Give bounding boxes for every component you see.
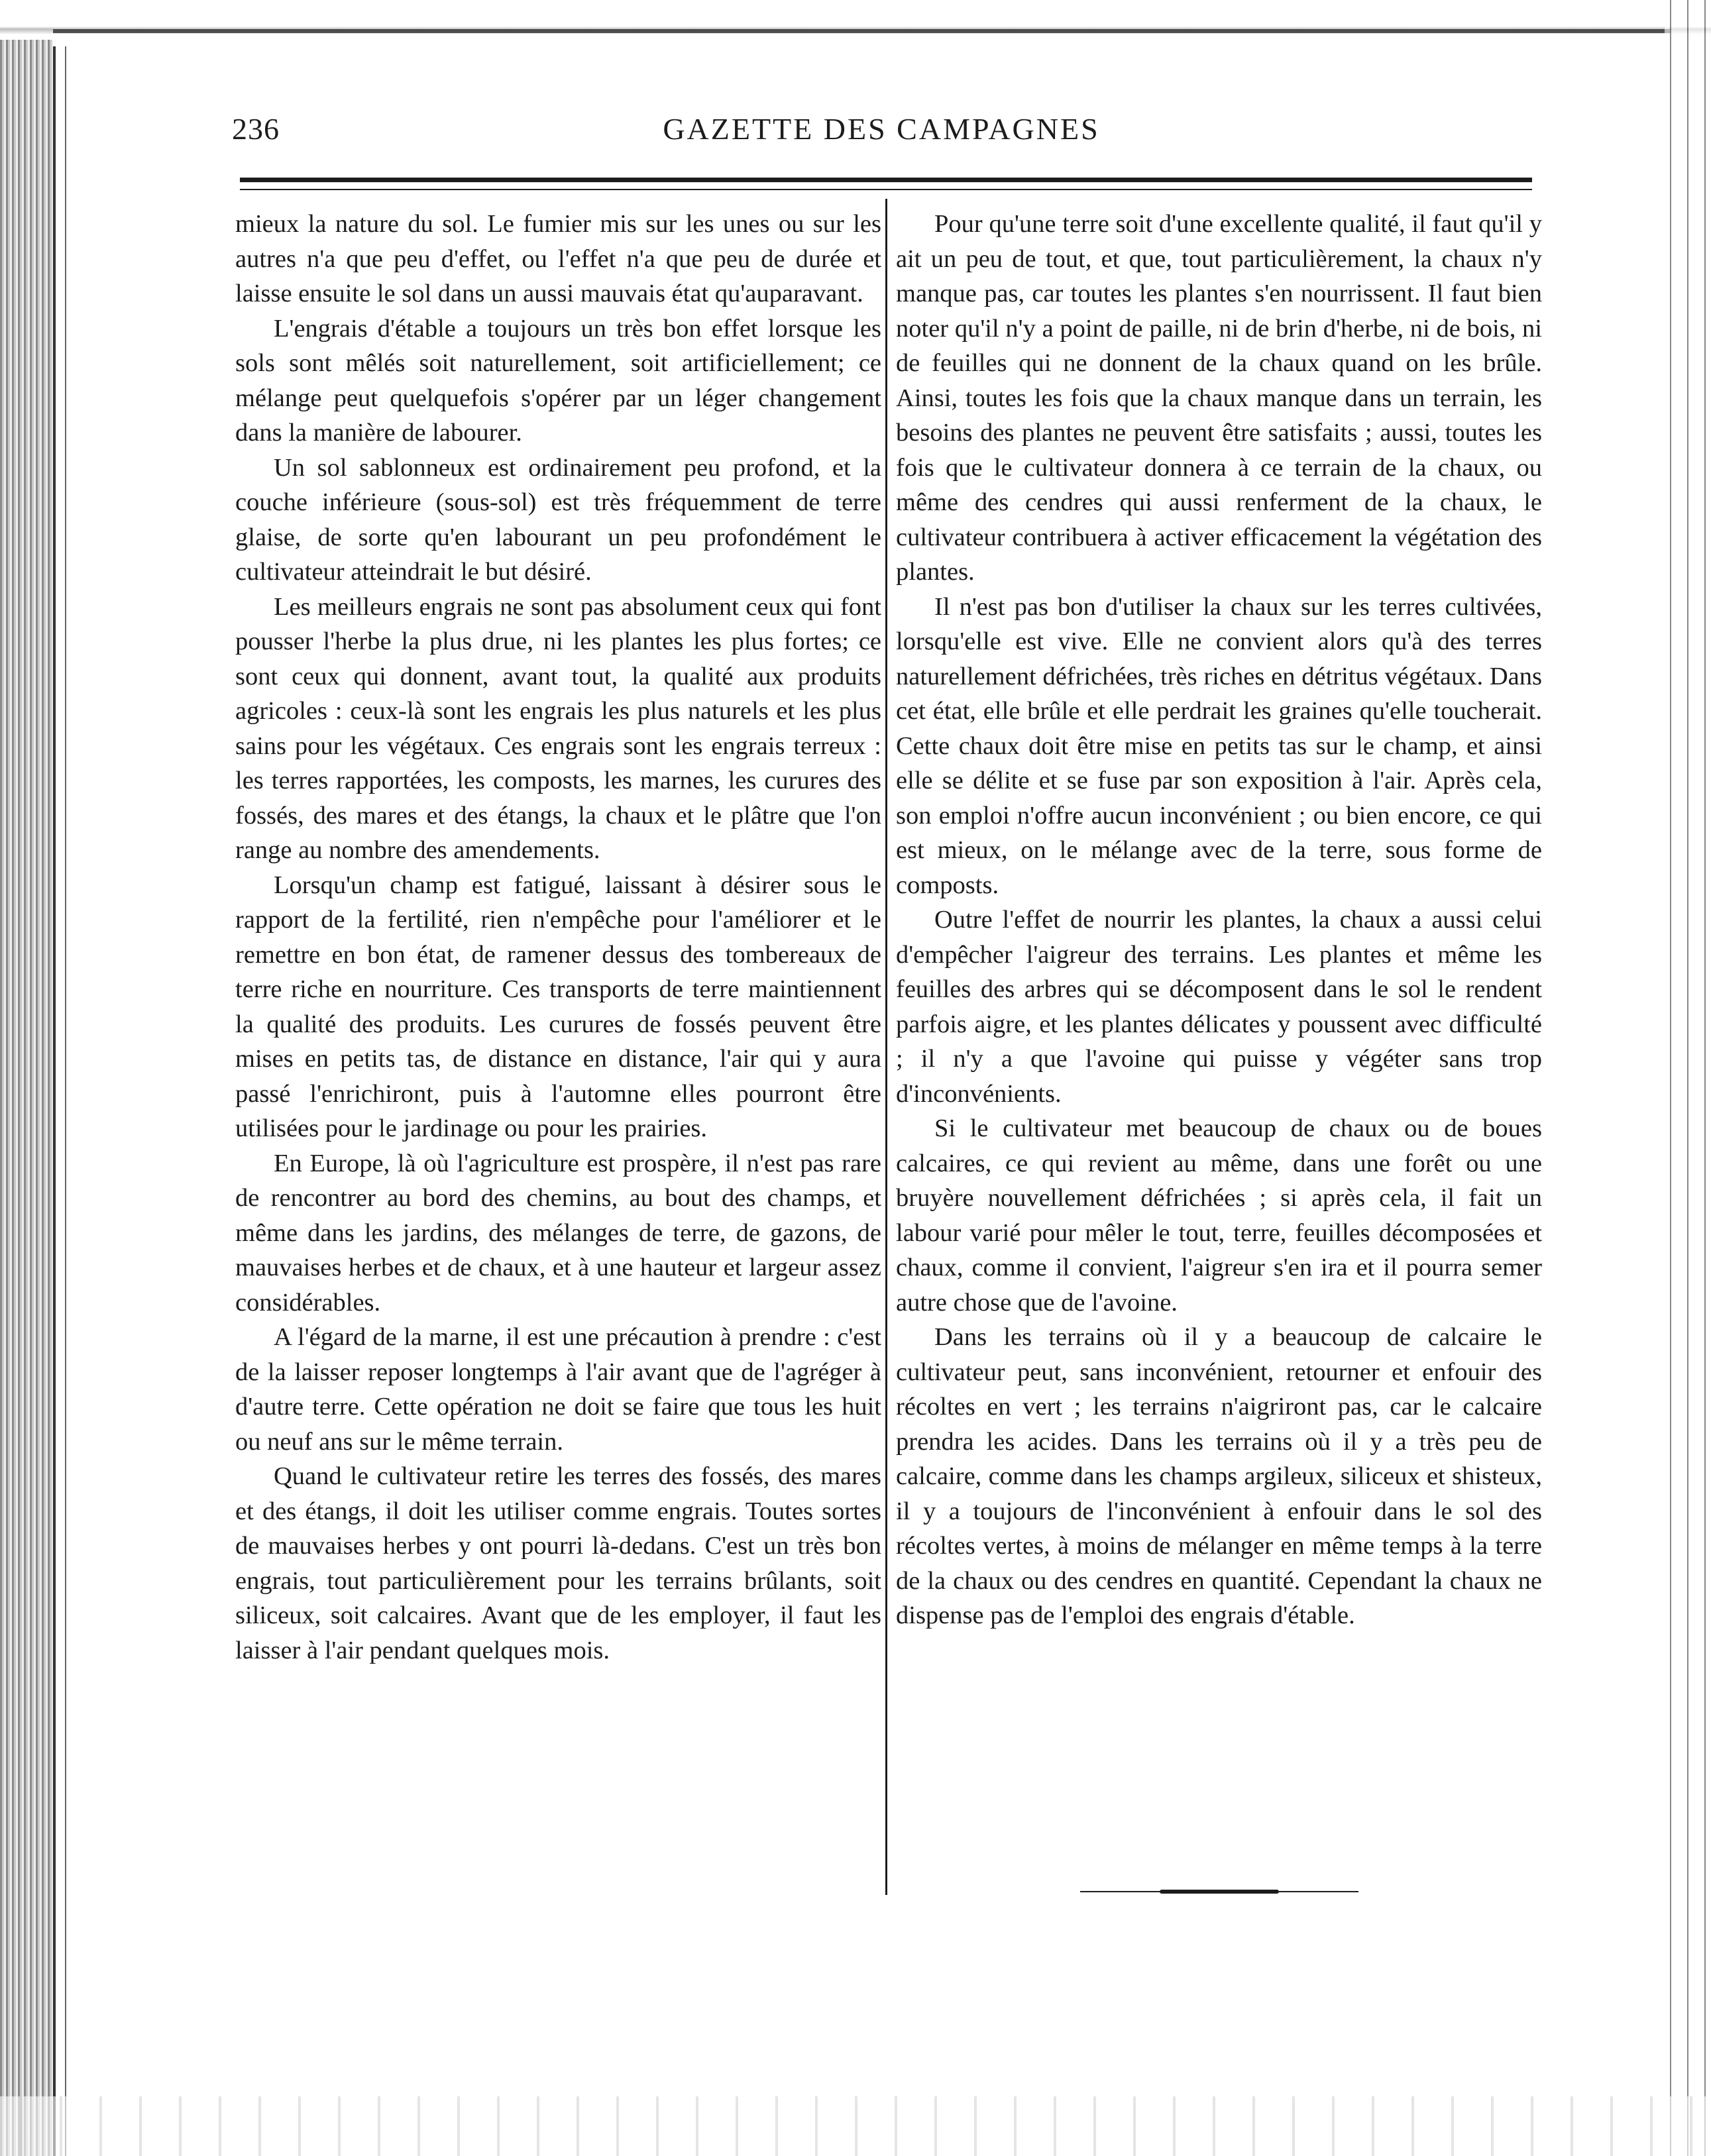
paragraph: Pour qu'une terre soit d'une excellente qualité, il faut qu'il y ait un peu de tout, et que, tout particulièrement, la chaux n'y manque pas, car toutes les plantes s'en nourrissent. Il faut bien noter qu'il n'y a point de paille, ni de brin d'herbe, ni de bois, ni de feuilles qui ne donnent de la chaux quand on les brûle. Ainsi, toutes les fois que la chaux manque dans un terrain, les besoins des plantes ne peuvent être satisfaits ; aussi, toutes les fois que le cultivateur donnera à ce terrain de la chaux, ou même des cendres qui aussi renferment de la chaux, le cultivateur contribuera à activer efficacement la végétation des plantes. (896, 210, 1542, 586)
scan-border-left-line (53, 46, 66, 2156)
paragraph: Si le cultivateur met beaucoup de chaux ou de boues calcaires, ce qui revient au même, dans une forêt ou une bruyère nouvellement défrichées ; si après cela, il fait un labour varié pour mêler le tout, terre, feuilles décomposées et chaux, comme il convient, l'aigreur s'en ira et il pourra semer autre chose que de l'avoine. (896, 1114, 1542, 1317)
paragraph: L'engrais d'étable a toujours un très bon effet lorsque les sols sont mêlés soit naturellement, soit artificiellement; ce mélange peut quelquefois s'opérer par un léger changement dans la manière de labourer. (235, 314, 881, 447)
paragraph: A l'égard de la marne, il est une précaution à prendre : c'est de la laisser reposer longtemps à l'air avant que de l'agréger à d'autre terre. Cette opération ne doit se faire que tous les huit ou neuf ans sur le même terrain. (235, 1323, 881, 1456)
header-rule (240, 178, 1532, 190)
scan-border-right (1665, 0, 1711, 2156)
scan-border-top (0, 0, 1711, 48)
page-header (232, 111, 1531, 158)
paragraph: Outre l'effet de nourrir les plantes, la chaux a aussi celui d'empêcher l'aigreur des terrains. Les plantes et même les feuilles des arbres qui se décomposent dans le sol le rendent parfois aigre, et les plantes délicates y poussent avec difficulté ; il n'y a que l'avoine qui puisse y végéter sans trop d'inconvénients. (896, 906, 1542, 1108)
end-ornament-bar (1160, 1890, 1279, 1894)
paragraph: Quand le cultivateur retire les terres des fossés, des mares et des étangs, il doit les utiliser comme engrais. Toutes sortes de mauvaises herbes y ont pourri là-dedans. C'est un très bon engrais, tout particulièrement pour les terrains brûlants, soit siliceux, soit calcaires. Avant que de les employer, il faut les laisser à l'air pendant quelques mois. (235, 1462, 881, 1664)
paragraph: En Europe, là où l'agriculture est prospère, il n'est pas rare de rencontrer au bord des chemins, au bout des champs, et même dans les jardins, des mélanges de terre, de gazons, de mauvaises herbes et de chaux, et à une hauteur et largeur assez considérables. (235, 1149, 881, 1317)
paragraph: Dans les terrains où il y a beaucoup de calcaire le cultivateur peut, sans inconvénient, retourner et enfouir des récoltes en vert ; les terrains n'aigriront pas, car le calcaire prendra les acides. Dans les terrains où il y a très peu de calcaire, comme dans les champs argileux, siliceux et shisteux, il y a toujours de l'inconvénient à enfouir dans le sol des récoltes vertes, à moins de mélanger en même temps à la terre de la chaux ou des cendres en quantité. Cependant la chaux ne dispense pas de l'emploi des engrais d'étable. (896, 1323, 1542, 1629)
journal-title: GAZETTE DES CAMPAGNES (663, 112, 1100, 146)
right-column (896, 207, 1542, 1633)
column-divider (885, 199, 887, 1895)
paragraph: Les meilleurs engrais ne sont pas absolument ceux qui font pousser l'herbe la plus drue, ni les plantes les plus fortes; ce sont ceux qui donnent, avant tout, la qualité aux produits agricoles : ceux-là sont les engrais les plus naturels et les plus sains pour les végétaux. Ces engrais sont les engrais terreux : les terres rapportées, les composts, les marnes, les curures des fossés, des mares et des étangs, la chaux et le plâtre que l'on range au nombre des amendements. (235, 592, 881, 864)
scan-border-bottom (0, 2096, 1711, 2156)
paragraph: Un sol sablonneux est ordinairement peu profond, et la couche inférieure (sous-sol) est très fréquemment de terre glaise, de sorte qu'en labourant un peu profondément le cultivateur atteindrait le but désiré. (235, 453, 881, 586)
scan-border-left (0, 40, 53, 2156)
end-ornament (1080, 1890, 1358, 1894)
scan-border-top-line (53, 29, 1670, 33)
paragraph: Il n'est pas bon d'utiliser la chaux sur les terres cultivées, lorsqu'elle est vive. Elle ne convient alors qu'à des terres naturellement défrichées, très riches en détritus végétaux. Dans cet état, elle brûle et elle perdrait les graines qu'elle toucherait. Cette chaux doit être mise en petits tas sur le champ, et ainsi elle se délite et se fuse par son exposition à l'air. Après cela, son emploi n'offre aucun inconvénient ; ou bien encore, ce qui est mieux, on le mélange avec de la terre, sous forme de composts. (896, 592, 1542, 899)
paragraph: Lorsqu'un champ est fatigué, laissant à désirer sous le rapport de la fertilité, rien n'empêche pour l'améliorer et le remettre en bon état, de ramener dessus des tombereaux de terre riche en nourriture. Ces transports de terre maintiennent la qualité des produits. Les curures de fossés peuvent être mises en petits tas, de distance en distance, l'air qui y aura passé l'enrichiront, puis à l'automne elles pourront être utilisées pour le jardinage ou pour les prairies. (235, 871, 881, 1142)
page-number: 236 (232, 112, 280, 146)
paragraph: mieux la nature du sol. Le fumier mis sur les unes ou sur les autres n'a que peu d'effet, ou l'effet n'a que peu de durée et laisse ensuite le sol dans un aussi mauvais état qu'auparavant. (235, 210, 881, 307)
left-column (235, 207, 881, 1668)
